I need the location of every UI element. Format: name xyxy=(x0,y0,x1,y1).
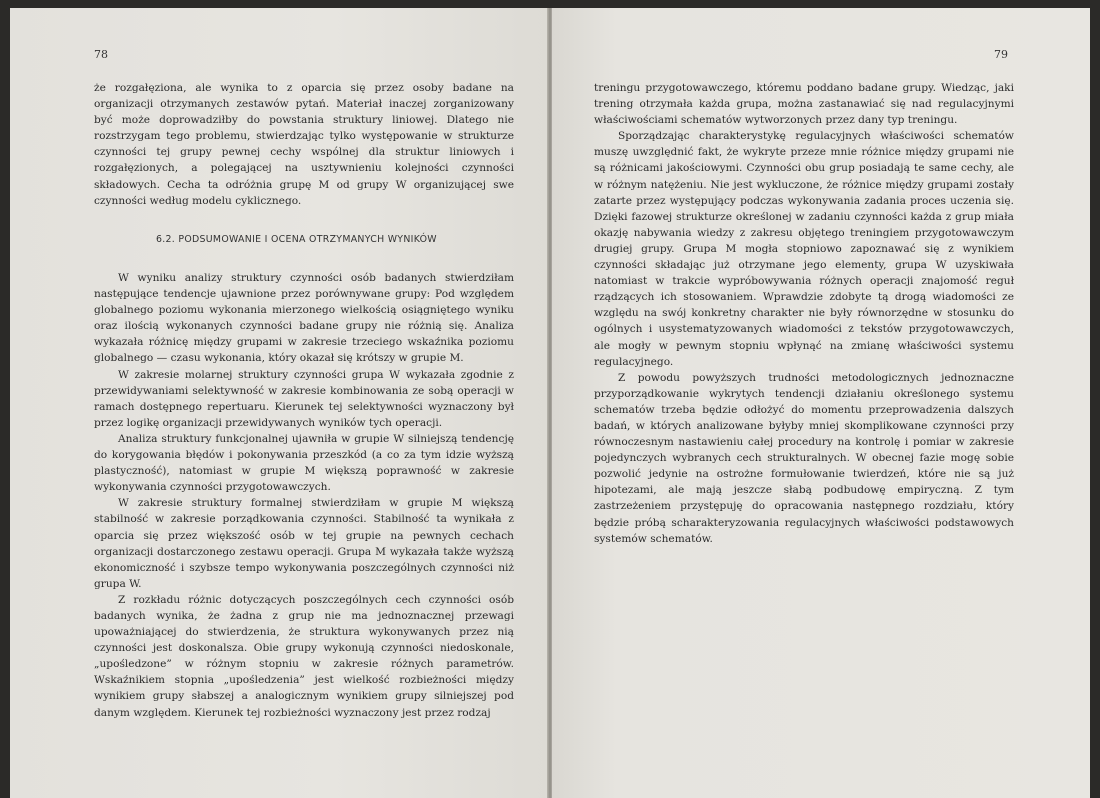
left-page xyxy=(10,8,548,798)
paragraph: Sporządzając charakterystykę regulacyjnych właściwości schematów muszę uwzględnić fakt, że wykryte przeze mnie różnice między grupami nie są różnicami jakościowymi. Czynności obu grup posiadają te same cechy, ale w różnym natężeniu. Nie jest wykluczone, że różnice między grupami zostały zatarte przez występujący podczas wykonywania zadania proces uczenia się. Dzięki fazowej strukturze określonej w zadaniu czynności każda z grup miała okazję nabywania wiedzy z zakresu objętego treningiem przygotowawczym drugiej grupy. Grupa M mogła stopniowo zapoznawać się z wynikiem czynności składając już otrzymane jego elementy, grupa W uzyskiwała natomiast w trakcie wypróbowywania różnych operacji znajomość reguł rządzących ich stosowaniem. Wprawdzie zdobyte tą drogą wiadomości ze względu na swój konkretny charakter nie były równorzędne w stosunku do ogólnych i usystematyzowanych wiadomości z tekstów przygotowawczych, ale mogły w pewnym stopniu wpłynąć na zmianę właściwości systemu regulacyjnego. xyxy=(594,130,1014,368)
paragraph: W zakresie struktury formalnej stwierdziłam w grupie M większą stabilność w zakresie porządkowania czynności. Stabilność ta wynikała z oparcia się przez większość osób w tej grupie na pewnych cechach organizacji dostarczonego zestawu operacji. Grupa M wykazała także wyższą ekonomiczność i szybsze tempo wykonywania poszczególnych czynności niż grupa W. xyxy=(94,497,514,590)
right-page xyxy=(552,8,1090,798)
paragraph: że rozgałęziona, ale wynika to z oparcia się przez osoby badane na organizacji otrzymanych zestawów pytań. Materiał inaczej zorganizowany być może doprowadziłby do powstania struktury liniowej. Dlatego nie rozstrzygam tego problemu, stwierdzając tylko występowanie w strukturze czynności tej grupy pewnej cechy wspólnej dla struktur liniowych i rozgałęzionych, a polegającej na usztywnieniu kolejności czynności składowych. Cecha ta odróżnia grupę M od grupy W organizującej swe czynności według modelu cyklicznego. xyxy=(94,82,514,207)
page-number: 78 xyxy=(94,48,108,61)
section-text-block xyxy=(94,270,514,721)
paragraph: treningu przygotowawczego, któremu poddano badane grupy. Wiedząc, jaki trening otrzymała każda grupa, można zastanawiać się nad regulacyjnymi właściwościami schematów wytworzonych przez dany typ treningu. xyxy=(594,82,1014,127)
section-heading: 6.2. PODSUMOWANIE I OCENA OTRZYMANYCH WYNIKÓW xyxy=(156,234,437,245)
opening-text-block xyxy=(94,80,514,209)
paragraph: Analiza struktury funkcjonalnej ujawniła w grupie W silniejszą tendencję do korygowania błędów i pokonywania przeszkód (a co za tym idzie wyższą plastyczność), natomiast w grupie M większą poprawność w zakresie wykonywania czynności przygotowawczych. xyxy=(94,432,514,494)
paragraph: W zakresie molarnej struktury czynności grupa W wykazała zgodnie z przewidywaniami selektywność w zakresie kombinowania ze sobą operacji w ramach dostępnego repertuaru. Kierunek tej selektywności wyznaczony był przez logikę organizacji przewidywanych wyników tych operacji. xyxy=(94,368,514,429)
paragraph: Z rozkładu różnic dotyczących poszczególnych cech czynności osób badanych wynika, że żadna z grup nie ma jednoznacznej przewagi upoważniającej do stwierdzenia, że struktura wykonywanych przez nią czynności jest doskonalsza. Obie grupy wykonują czynności niedoskonale, „upośledzone” w różnym stopniu w zakresie różnych parametrów. Wskaźnikiem stopnia „upośledzenia” jest wielkość rozbieżności między wynikiem grupy słabszej a analogicznym wynikiem grupy silniejszej pod danym względem. Kierunek tej rozbieżności wyznaczony jest przez rodzaj xyxy=(94,593,514,719)
page-number: 79 xyxy=(994,48,1008,61)
paragraph: W wyniku analizy struktury czynności osób badanych stwierdziłam następujące tendencje ujawnione przez porównywane grupy: Pod względem globalnego poziomu wykonania mierzonego wielkością osiągniętego wyniku oraz ilością wykonanych czynności badane grupy nie różnią się. Analiza wykazała różnicę między grupami w zakresie trzeciego wskaźnika poziomu globalnego — czasu wykonania, który okazał się krótszy w grupie M. xyxy=(94,272,514,365)
paragraph: Z powodu powyższych trudności metodologicznych jednoznaczne przyporządkowanie wykrytych tendencji działaniu określonego systemu schematów trzeba będzie odłożyć do momentu przeprowadzenia dalszych badań, w których analizowane byłyby mniej skomplikowane czynności przy równoczesnym nastawieniu całej procedury na kontrolę i pomiar w zakresie pojedynczych wybranych cech strukturalnych. W obecnej fazie mogę sobie pozwolić jedynie na ostrożne formułowanie twierdzeń, które nie są już hipotezami, ale mają jeszcze słabą podbudowę empiryczną. Z tym zastrzeżeniem przystępuję do opracowania następnego rozdziału, który będzie próbą scharakteryzowania regulacyjnych właściwości podstawowych systemów schematów. xyxy=(594,371,1014,545)
right-text-block xyxy=(594,80,1014,547)
